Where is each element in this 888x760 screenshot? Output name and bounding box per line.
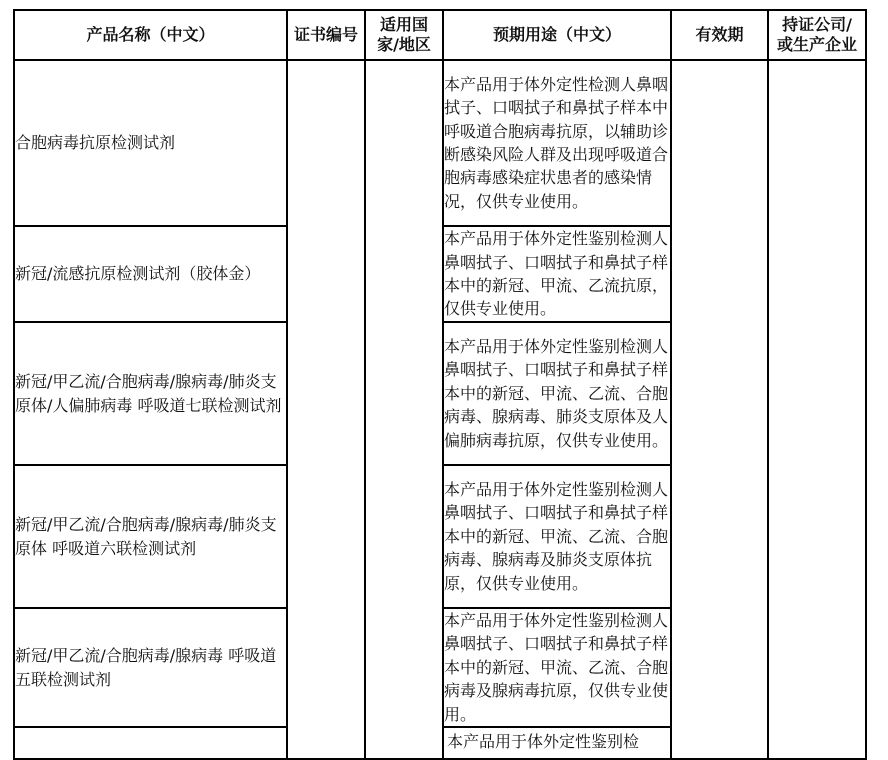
table-row bbox=[14, 60, 866, 226]
intended-use-cell: 本产品用于体外定性检测人鼻咽拭子、口咽拭子和鼻拭子样本中呼吸道合胞病毒抗原，以辅助诊断感染风险人群及出现呼吸道合胞病毒感染症状患者的感染情况，仅供专业使用。 bbox=[443, 60, 671, 226]
intended-use-cell: 本产品用于体外定性鉴别检测人鼻咽拭子、口咽拭子和鼻拭子样本中的新冠、甲流、乙流、合胞病毒及腺病毒抗原，仅供专业使用。 bbox=[443, 608, 671, 727]
header-holder bbox=[768, 10, 866, 60]
header-holder-line1: 持证公司/ bbox=[782, 15, 852, 34]
product-name-cell: 新冠/流感抗原检测试剂（胶体金） bbox=[14, 226, 287, 322]
country-cell bbox=[365, 60, 443, 759]
product-name-cell bbox=[14, 727, 287, 759]
validity-cell bbox=[671, 60, 768, 759]
header-intended-use: 预期用途（中文） bbox=[443, 10, 671, 60]
header-holder-line2: 或生产企业 bbox=[776, 35, 857, 54]
product-name-cell: 合胞病毒抗原检测试剂 bbox=[14, 60, 287, 226]
holder-cell bbox=[768, 60, 866, 759]
intended-use-cell bbox=[443, 727, 671, 759]
header-country bbox=[365, 10, 443, 60]
intended-use-cell: 本产品用于体外定性鉴别检测人鼻咽拭子、口咽拭子和鼻拭子样本中的新冠、甲流、乙流抗原，仅供专业使用。 bbox=[443, 226, 671, 322]
header-country-line1: 适用国 bbox=[379, 15, 428, 34]
product-name-cell: 新冠/甲乙流/合胞病毒/腺病毒 呼吸道五联检测试剂 bbox=[14, 608, 287, 727]
product-registry-table bbox=[13, 9, 867, 760]
certificate-no-cell bbox=[287, 60, 365, 759]
header-country-line2: 家/地区 bbox=[377, 35, 431, 54]
header-validity: 有效期 bbox=[671, 10, 768, 60]
product-name-cell: 新冠/甲乙流/合胞病毒/腺病毒/肺炎支原体/人偏肺病毒 呼吸道七联检测试剂 bbox=[14, 322, 287, 465]
product-name-cell: 新冠/甲乙流/合胞病毒/腺病毒/肺炎支原体 呼吸道六联检测试剂 bbox=[14, 465, 287, 608]
intended-use-text: 本产品用于体外定性鉴别检 bbox=[447, 732, 640, 752]
intended-use-cell: 本产品用于体外定性鉴别检测人鼻咽拭子、口咽拭子和鼻拭子样本中的新冠、甲流、乙流、合胞病毒、腺病毒、肺炎支原体及人偏肺病毒抗原，仅供专业使用。 bbox=[443, 322, 671, 465]
intended-use-cell: 本产品用于体外定性鉴别检测人鼻咽拭子、口咽拭子和鼻拭子样本中的新冠、甲流、乙流、合胞病毒、腺病毒及肺炎支原体抗原，仅供专业使用。 bbox=[443, 465, 671, 608]
header-product-name: 产品名称（中文） bbox=[14, 10, 287, 60]
table-header-row bbox=[14, 10, 866, 60]
header-certificate-no: 证书编号 bbox=[287, 10, 365, 60]
